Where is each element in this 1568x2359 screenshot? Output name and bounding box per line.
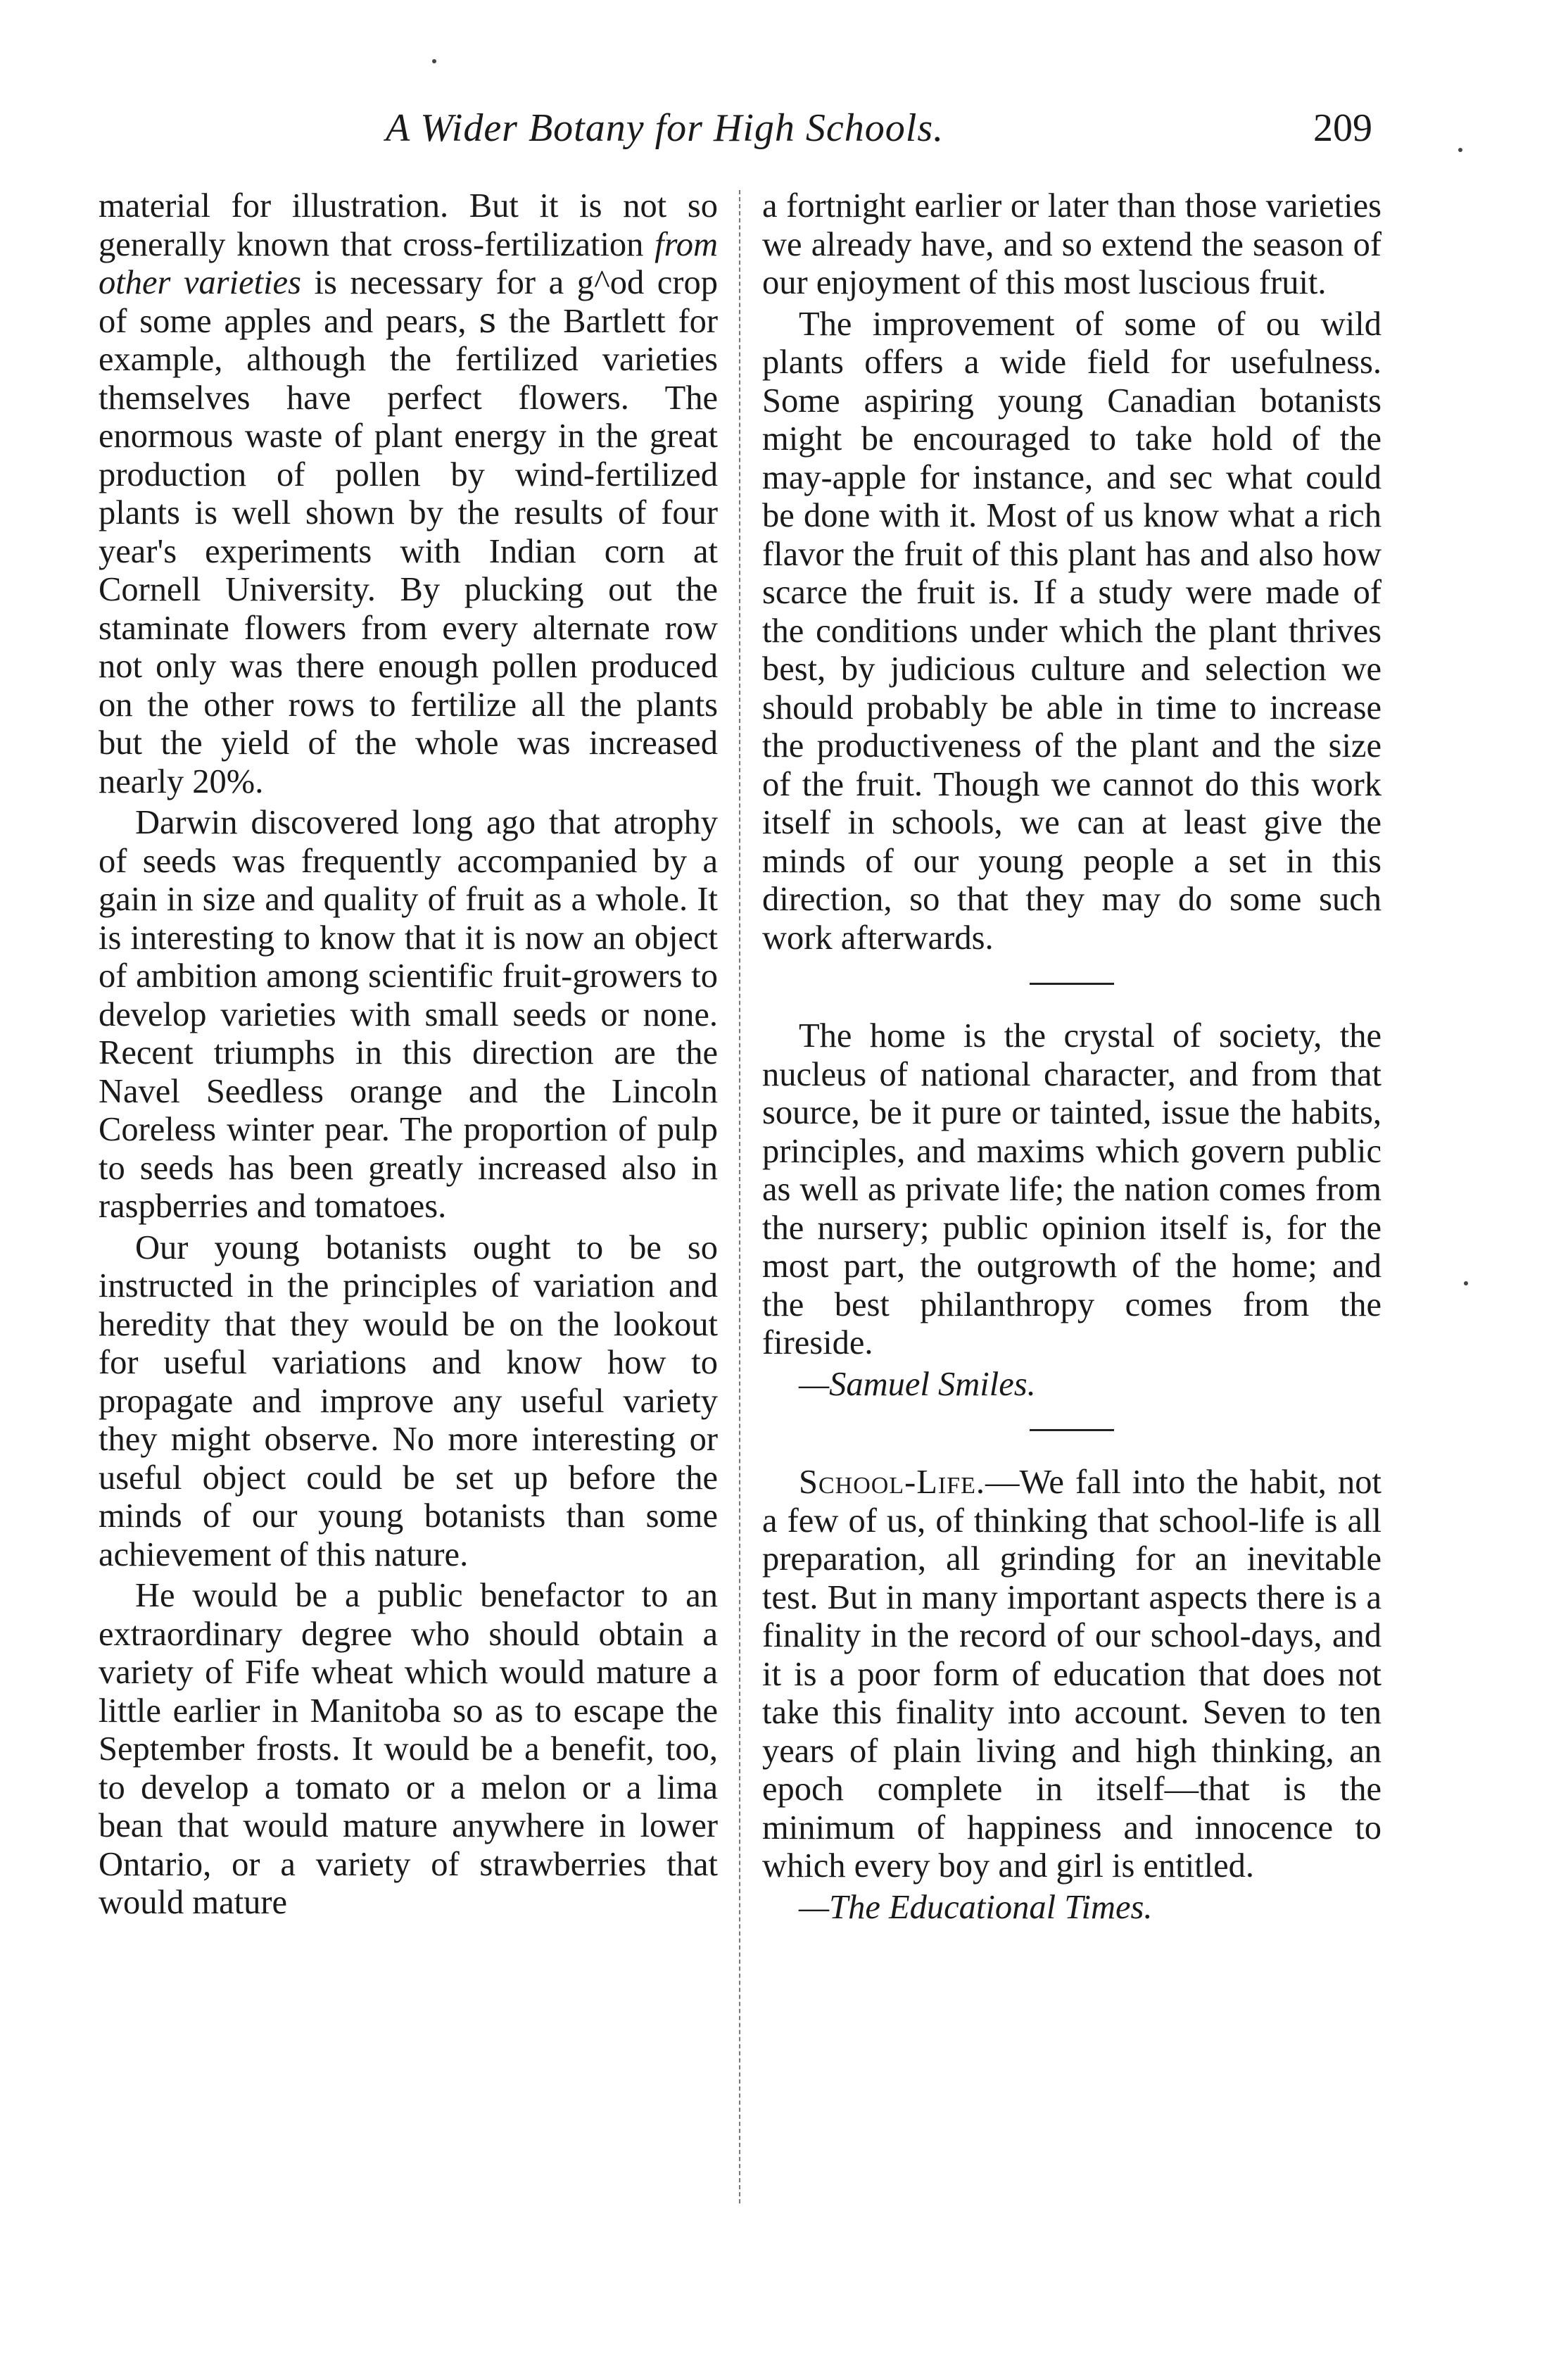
school-life-heading: School-Life. (799, 1464, 985, 1501)
emphasis-other-varieties: from other varieties (99, 225, 718, 301)
column-divider (739, 190, 740, 2203)
paragraph-public-benefactor: He would be a public benefactor to an extraordinary degree who should obtain a variety of Fife wheat which would mature a little earlier in Manitoba so as to escape the September frosts. It would be a benefit, too, to develop a tomato or a melon or a lima bean that would mature anywhere in lower Ontario, or a variety of strawberries that would mature (99, 1577, 718, 1921)
page-number: 209 (1313, 106, 1372, 150)
paragraph-school-life: School-Life.—We fall into the habit, not a few of us, of thinking that school-life is all preparation, all grinding for an inevitable test. But in many important aspects there is a finality in the record of our school-days, and it is a poor form of education that does not take this finality into account. Seven to ten years of plain living and high thinking, an epoch complete in itself—that is the minimum of happiness and innocence to which every boy and girl is entitled. (762, 1464, 1382, 1885)
print-speck (432, 59, 436, 63)
paragraph-cross-fertilization: material for illustration. But it is not so generally known that cross-fertilization from other varieties is necessary for a g^od crop of some apples and pears, ꜱ the Bartlett for example, although the fertilized varieties themselves have perfect flowers. The enormous waste of plant energy in the great production of pollen by wind-fertilized plants is well shown by the results of four year's experiments with Indian corn at Cornell University. By plucking out the staminate flowers from every alternate row not only was there enough pollen produced on the other rows to fertilize all the plants but the yield of the whole was increased nearly 20%. (99, 187, 718, 800)
paragraph-young-botanists: Our young botanists ought to be so instructed in the principles of variation and heredity that they would be on the lookout for useful variations and know how to propagate and improve any useful variety they might observe. No more interesting or useful object could be set up before the minds of our young botanists than some achievement of this nature. (99, 1228, 718, 1573)
quote-home-crystal: The home is the crystal of society, the nucleus of national character, and from that source, be it pure or tainted, issue the habits, principles, and maxims which govern public as well as private life; the nation comes from the nursery; public opinion itself is, for the most part, the outgrowth of the home; and the best philanthropy comes from the fireside. (762, 1017, 1382, 1361)
paragraph-fortnight: a fortnight earlier or later than those varieties we already have, and so extend the season of our enjoyment of this most luscious fruit. (762, 187, 1382, 301)
right-column (762, 187, 1382, 1927)
quote-attribution: —Samuel Smiles. (799, 1365, 1036, 1403)
print-speck (1464, 1281, 1468, 1285)
page-header (0, 106, 1568, 162)
section-rule (1030, 983, 1114, 985)
school-life-attribution: —The Educational Times. (799, 1888, 1153, 1926)
print-speck (1458, 148, 1462, 152)
section-rule (1030, 1429, 1114, 1431)
left-column (99, 187, 718, 1925)
running-title: A Wider Botany for High Schools. (386, 106, 944, 150)
paragraph-darwin: Darwin discovered long ago that atrophy of seeds was frequently accompanied by a gain in size and quality of fruit as a whole. It is interesting to know that it is now an object of ambition among scientific fruit-growers to develop varieties with small seeds or none. Recent triumphs in this direction are the Navel Seedless orange and the Lincoln Coreless winter pear. The proportion of pulp to seeds has been greatly increased also in raspberries and tomatoes. (99, 804, 718, 1225)
paragraph-wild-plants: The improvement of some of ou wild plants offers a wide field for usefulness. Some aspiring young Canadian botanists might be encouraged to take hold of the may-apple for instance, and sec what could be done with it. Most of us know what a rich flavor the fruit of this plant has and also how scarce the fruit is. If a study were made of the conditions under which the plant thrives best, by judicious culture and selection we should probably be able in time to increase the productiveness of the plant and the size of the fruit. Though we cannot do this work itself in schools, we can at least give the minds of our young people a set in this direction, so that they may do some such work afterwards. (762, 305, 1382, 957)
